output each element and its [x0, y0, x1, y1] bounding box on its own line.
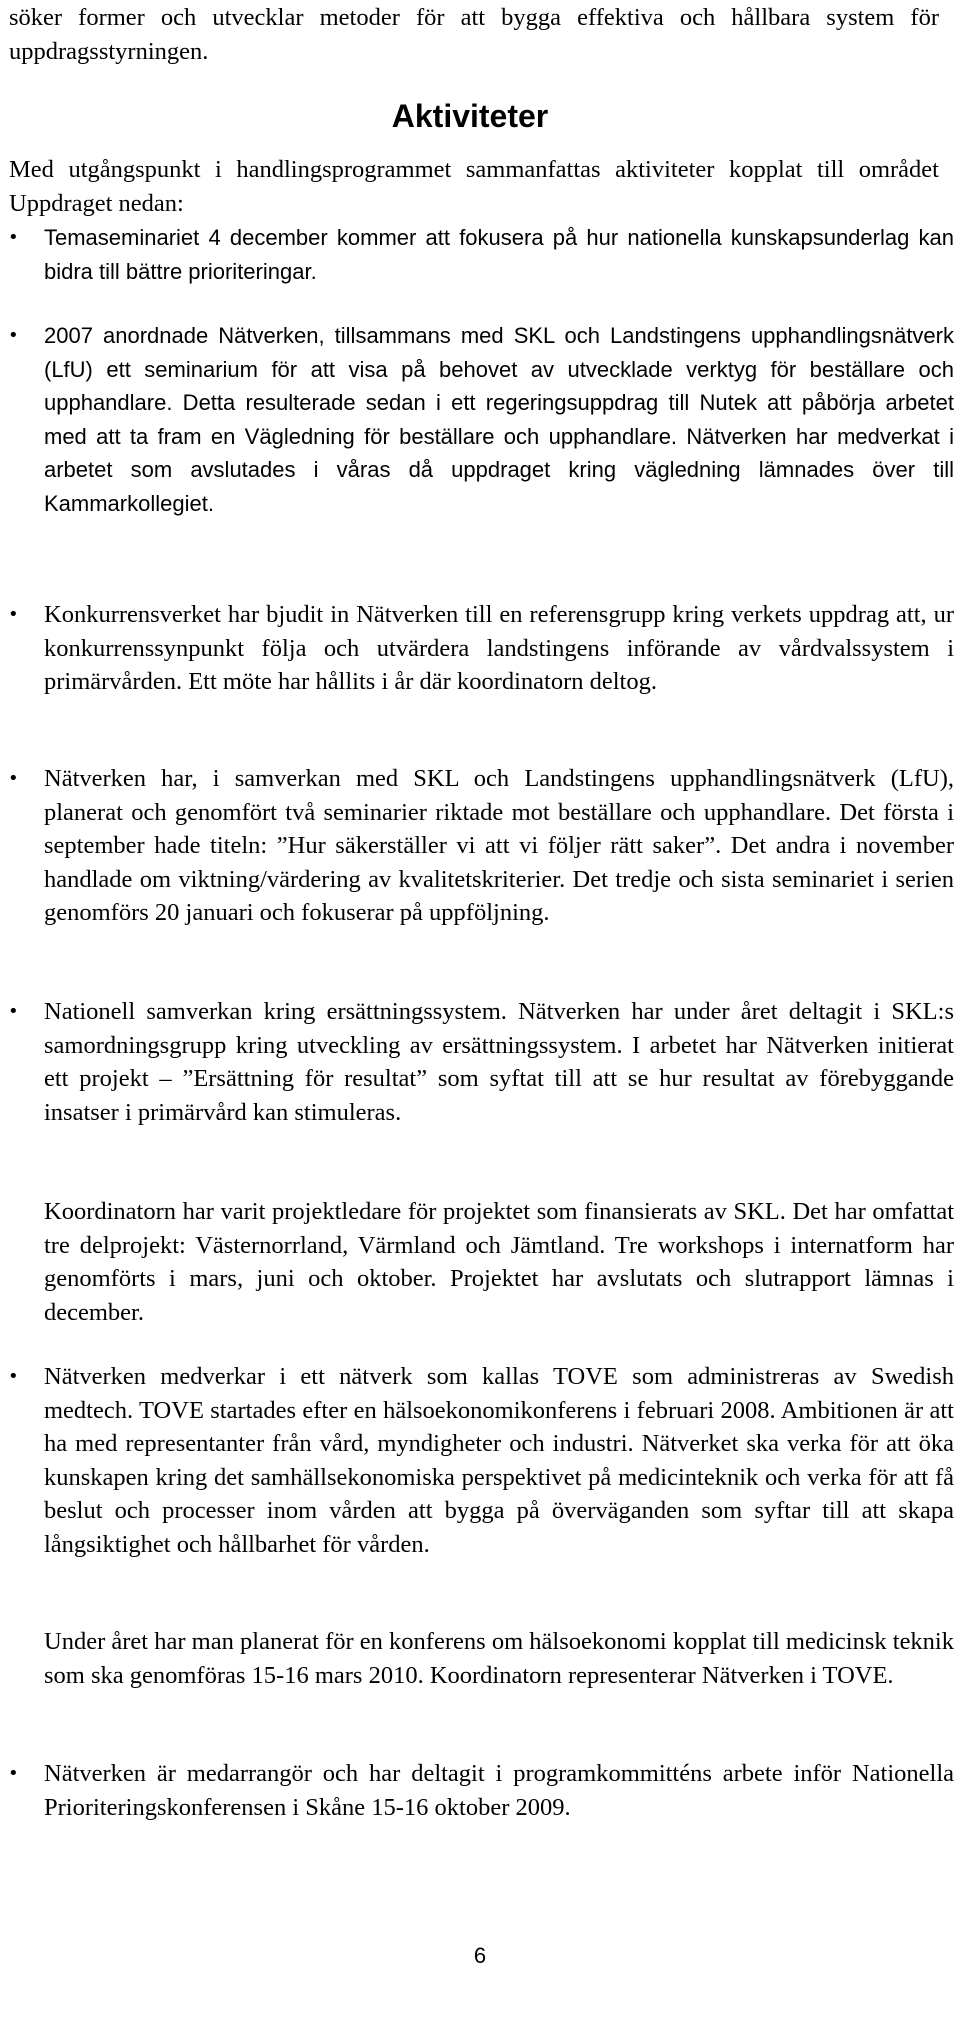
intro-paragraph: söker former och utvecklar metoder för att bygga effektiva och hållbara system för uppdragsstyrningen. — [9, 4, 939, 65]
section-heading: Aktiviteter — [391, 98, 549, 134]
list-item: Nätverken medverkar i ett nätverk som kallas TOVE som administreras av Swedish medtech. TOVE startades efter en hälsoekonomikonferens i februari 2008. Ambitionen är att ha med representanter från vård, myndigheter och industri. Nätverket ska verka för att öka kunskapen kring det samhällsekonomiska perspektivet på medicinteknik och verka för att få beslut och processer inom vården att bygga på överväganden som syftar till att skapa långsiktighet och hållbarhet för vården. — [44, 1363, 954, 1558]
list-item: Nationell samverkan kring ersättningssystem. Nätverken har under året deltagit i SKL:s samordningsgrupp kring utveckling av ersättningssystem. I arbetet har Nätverken initierat ett projekt – ”Ersättning för resultat” som syftat till att se hur resultat av förebyggande insatser i primärvård kan stimuleras. — [44, 998, 954, 1126]
list-item: Nätverken är medarrangör och har deltagit i programkommitténs arbete inför Nationella Prioriteringskonferensen i Skåne 15-16 oktober 2009. — [44, 1760, 954, 1821]
followup-paragraph: Under året har man planerat för en konferens om hälsoekonomi kopplat till medicinsk teknik som ska genomföras 15-16 mars 2010. Koordinatorn representerar Nätverken i TOVE. — [44, 1628, 954, 1689]
bullet-icon: • — [8, 768, 19, 789]
page-number: 6 — [473, 1943, 487, 1968]
list-item: Temaseminariet 4 december kommer att fokusera på hur nationella kunskapsunderlag kan bidra till bättre prioriteringar. — [44, 225, 954, 284]
bullet-icon: • — [8, 1001, 19, 1022]
list-item: Konkurrensverket har bjudit in Nätverken till en referensgrupp kring verkets uppdrag att, ur konkurrenssynpunkt följa och utvärdera landstingens införande av vårdvalssystem i primärvården. Ett möte har hållits i år där koordinatorn deltog. — [44, 601, 954, 695]
followup-paragraph: Koordinatorn har varit projektledare för projektet som finansierats av SKL. Det har omfattat tre delprojekt: Västernorrland, Värmland och Jämtland. Tre workshops i internatform har genomförts i mars, juni och oktober. Projektet har avslutats och slutrapport lämnas i december. — [44, 1198, 954, 1326]
bullet-icon: • — [8, 325, 19, 346]
bullet-icon: • — [8, 227, 19, 248]
bullet-icon: • — [8, 604, 19, 625]
list-item: 2007 anordnade Nätverken, tillsammans med SKL och Landstingens upphandlingsnätverk (LfU) ett seminarium för att visa på behovet av utvecklade verktyg för beställare och upphandlare. Detta resulterade sedan i ett regeringsuppdrag till Nutek att påbörja arbetet med att ta fram en Vägledning för beställare och upphandlare. Nätverken har medverkat i arbetet som avslutades i våras då uppdraget kring vägledning lämnades över till Kammarkollegiet. — [44, 323, 954, 516]
list-item: Nätverken har, i samverkan med SKL och Landstingens upphandlingsnätverk (LfU), planerat och genomfört två seminarier riktade mot beställare och upphandlare. Det första i september hade titeln: ”Hur säkerställer vi att vi följer rätt saker”. Det andra i november handlade om viktning/värdering av kvalitetskriterier. Det tredje och sista seminariet i serien genomförs 20 januari och fokuserar på uppföljning. — [44, 765, 954, 926]
bullet-icon: • — [8, 1763, 19, 1784]
bullet-icon: • — [8, 1366, 19, 1387]
lead-paragraph: Med utgångspunkt i handlingsprogrammet sammanfattas aktiviteter kopplat till området Uppdraget nedan: — [9, 156, 939, 217]
